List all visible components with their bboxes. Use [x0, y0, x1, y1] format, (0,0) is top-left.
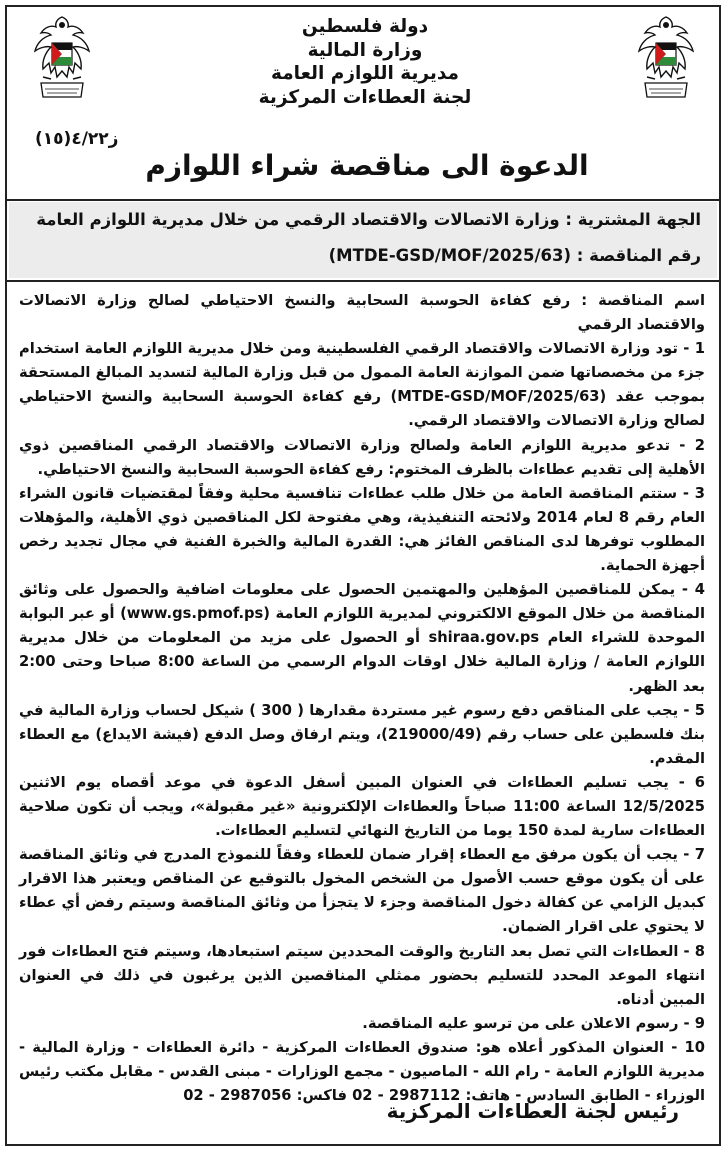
list-item: 8 - العطاءات التي تصل بعد التاريخ والوقت المحددين سيتم استبعادها، وسيتم فتح العطاءات فور انتهاء الموعد المحدد للتسليم بحضور ممثلي المناقصين الذين يرغبون في ذلك في العنوان المبين أدناه.	[19, 942, 705, 1008]
committee-name: لجنة العطاءات المركزية	[258, 86, 472, 108]
header-lines	[147, 15, 583, 109]
palestine-emblem-icon	[31, 13, 93, 109]
list-item: 7 - يجب أن يكون مرفق مع العطاء إقرار ضمان للعطاء وفقاً للنموذج المدرج في وثائق المناقصة على أن يكون موقع حسب الأصول من الشخص المخول بالتوقيع عن المناقص ويعتبر هذا الاقرار كبديل الزامي عن كفالة دخول المناقصة وجزء لا يتجزأ من وثائق المناقصة وسيتم رفض أي عطاء لا يحتوي على اقرار الضمان.	[19, 846, 705, 936]
list-item: 3 - ستتم المناقصة العامة من خلال طلب عطاءات تنافسية محلية وفقاً لمقتضيات قانون الشراء العام رقم 8 لعام 2014 ولائحته التنفيذية، وهي مفتوحة لكل المناقصين ذوي الأهلية، والمؤهلات المطلوب توفرها لدى المناقص الفائز هي: القدرة المالية والخبرة الفنية في مجال تجديد رخص أجهزة الحماية.	[19, 484, 706, 575]
list-item: 6 - يجب تسليم العطاءات في العنوان المبين أسفل الدعوة في موعد أقصاه يوم الاثنين 12/5/2025 الساعة 11:00 صباحاً والعطاءات الإلكترونية «غير مقبولة»، ويجب أن تكون صلاحية العطاءات سارية لمدة 150 يوما من التاريخ النهائي لتسليم العطاءات.	[19, 773, 705, 840]
purchaser-line: الجهة المشترية : وزارة الاتصالات والاقتصاد الرقمي من خلال مديرية اللوازم العامة	[36, 210, 701, 229]
tender-number-line: رقم المناقصة : (MTDE-GSD/MOF/2025/63)	[328, 246, 701, 265]
palestine-emblem-icon	[635, 13, 697, 109]
list-item: 9 - رسوم الاعلان على من ترسو عليه المناقصة.	[362, 1014, 705, 1032]
header	[7, 7, 723, 197]
page-title: الدعوة الى مناقصة شراء اللوازم	[145, 149, 589, 182]
advertisement-frame	[5, 5, 721, 1146]
divider	[7, 280, 719, 282]
tender-body	[19, 289, 705, 1108]
list-item: 10 - العنوان المذكور أعلاه هو: صندوق العطاءات المركزية - دائرة العطاءات - وزارة المالية - مديرية اللوازم العامة - رام الله - الماصيون - مجمع الوزارات - مبنى القدس - مقابل مكتب رئيس الوزراء - الطابق السادس - هاتف: 2987112 - 02 فاكس: 2987056 - 02	[19, 1038, 705, 1105]
signature: رئيس لجنة العطاءات المركزية	[386, 1099, 679, 1123]
ministry-name: وزارة المالية	[307, 39, 423, 61]
tender-name: اسم المناقصة : رفع كفاءة الحوسبة السحابية والنسخ الاحتياطي لصالح وزارة الاتصالات والاقتصاد الرقمي	[19, 292, 705, 334]
state-name: دولة فلسطين	[301, 16, 429, 37]
directorate-name: مديرية اللوازم العامة	[271, 63, 459, 84]
list-item: 1 - تود وزارة الاتصالات والاقتصاد الرقمي الفلسطينية ومن خلال مديرية اللوازم العامة استخدام جزء من مخصصاتها ضمن الموازنة العامة الممول من قبل وزارة المالية لتسديد المبالغ المستحقة بموجب عقد (MTDE-GSD/MOF/2025/63) رفع كفاءة الحوسبة السحابية والنسخ الاحتياطي لصالح وزارة الاتصالات والاقتصاد الرقمي.	[19, 340, 705, 430]
reference-code: ز٤/٢٢(١٥)	[35, 129, 119, 149]
divider	[7, 199, 719, 201]
list-item: 2 - تدعو مديرية اللوازم العامة ولصالح وزارة الاتصالات والاقتصاد الرقمي المناقصين ذوي الأهلية إلى تقديم عطاءات بالظرف المختوم: رفع كفاءة الحوسبة السحابية والنسخ الاحتياطي.	[19, 436, 705, 478]
list-item: 5 - يجب على المناقص دفع رسوم غير مستردة مقدارها ( 300 ) شيكل لحساب وزارة المالية في بنك فلسطين على حساب رقم (219000/49)، ويتم ارفاق وصل الدفع (فيشة الايداع) مع العطاء المقدم.	[19, 701, 705, 767]
list-item: 4 - يمكن للمناقصين المؤهلين والمهتمين الحصول على معلومات اضافية والحصول على وثائق المناقصة من خلال الموقع الالكتروني لمديرية اللوازم العامة (www.gs.pmof.ps) أو عبر البوابة الموحدة للشراء العام shiraa.gov.ps أو الحصول على مزيد من المعلومات من خلال مديرية اللوازم العامة / وزارة المالية خلال اوقات الدوام الرسمي من الساعة 8:00 صباحا وحتى 2:00 بعد الظهر.	[19, 581, 705, 695]
tender-info-box	[9, 202, 717, 278]
